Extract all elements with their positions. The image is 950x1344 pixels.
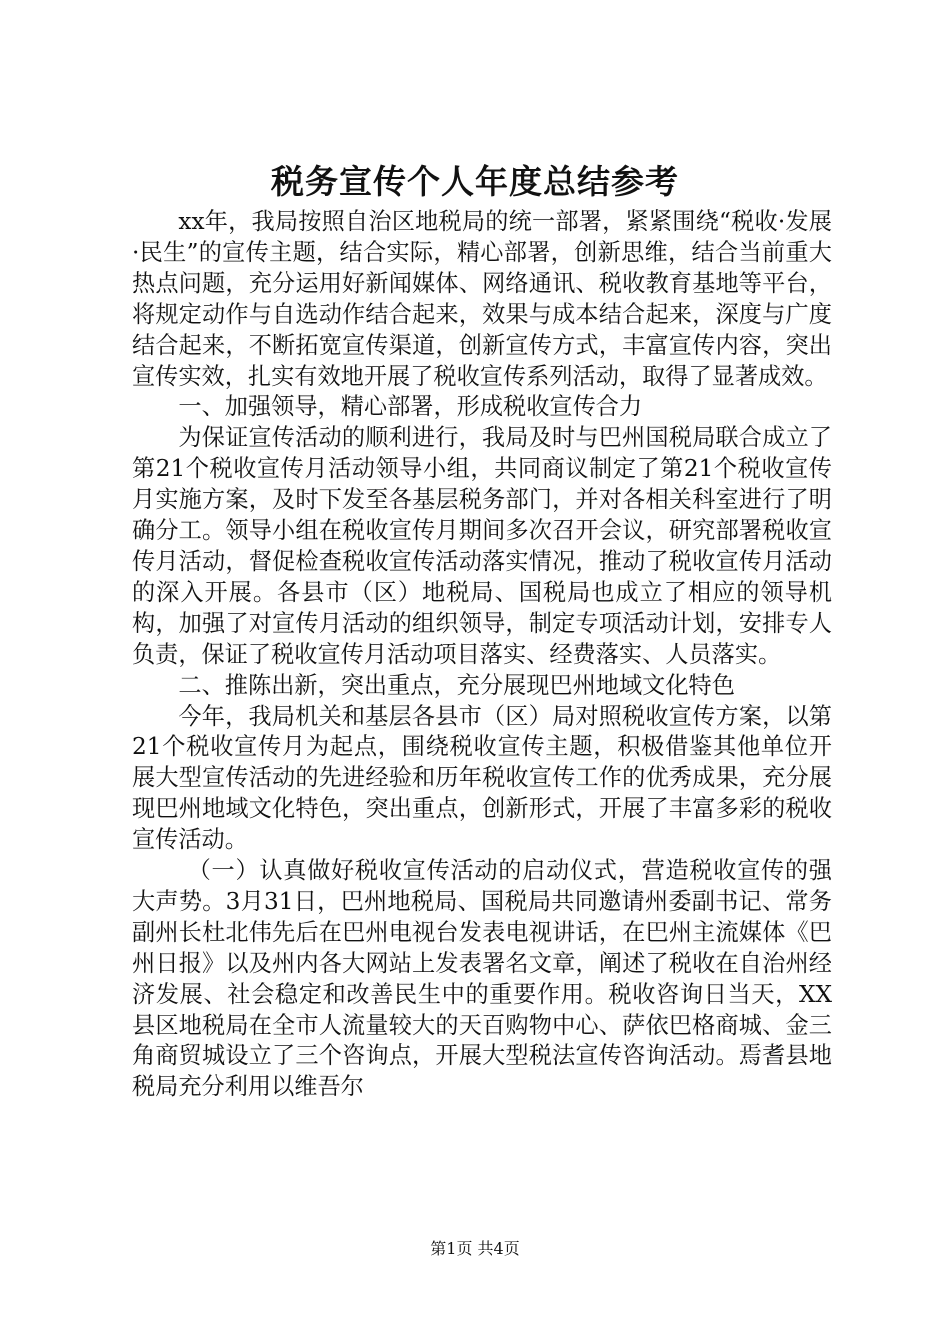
paragraph-section-1: 为保证宣传活动的顺利进行，我局及时与巴州国税局联合成立了第21个税收宣传月活动领导小组，共同商议制定了第21个税收宣传月实施方案，及时下发至各基层税务部门，并对各相关科室进行了明确分工。领导小组在税收宣传月期间多次召开会议，研究部署税收宣传月活动，督促检查税收宣传活动落实情况，推动了税收宣传月活动的深入开展。各县市（区）地税局、国税局也成立了相应的领导机构，加强了对宣传月活动的组织领导，制定专项活动计划，安排专人负责，保证了税收宣传月活动项目落实、经费落实、人员落实。 — [132, 424, 832, 668]
document-body — [132, 207, 832, 1103]
page-number-footer: 第1页 共4页 — [430, 1239, 520, 1258]
document-title: 税务宣传个人年度总结参考 — [271, 162, 679, 201]
paragraph-intro: xx年，我局按照自治区地税局的统一部署，紧紧围绕“税收·发展·民生”的宣传主题，结合实际，精心部署，创新思维，结合当前重大热点问题，充分运用好新闻媒体、网络通讯、税收教育基地等平台，将规定动作与自选动作结合起来，效果与成本结合起来，深度与广度结合起来，不断拓宽宣传渠道，创新宣传方式，丰富宣传内容，突出宣传实效，扎实有效地开展了税收宣传系列活动，取得了显著成效。 — [132, 208, 832, 390]
section-heading-1: 一、加强领导，精心部署，形成税收宣传合力 — [178, 393, 643, 421]
section-heading-2: 二、推陈出新，突出重点，充分展现巴州地域文化特色 — [178, 671, 735, 699]
paragraph-section-2: 今年，我局机关和基层各县市（区）局对照税收宣传方案，以第21个税收宣传月为起点，围绕税收宣传主题，积极借鉴其他单位开展大型宣传活动的先进经验和历年税收宣传工作的优秀成果，充分展现巴州地域文化特色，突出重点，创新形式，开展了丰富多彩的税收宣传活动。 — [132, 702, 832, 854]
paragraph-subsection-1: （一）认真做好税收宣传活动的启动仪式，营造税收宣传的强大声势。3月31日，巴州地税局、国税局共同邀请州委副书记、常务副州长杜北伟先后在巴州电视台发表电视讲话，在巴州主流媒体《巴州日报》以及州内各大网站上发表署名文章，阐述了税收在自治州经济发展、社会稳定和改善民生中的重要作用。税收咨询日当天，XX县区地税局在全市人流量较大的天百购物中心、萨依巴格商城、金三角商贸城设立了三个咨询点，开展大型税法宣传咨询活动。焉耆县地税局充分利用以维吾尔 — [132, 857, 832, 1101]
